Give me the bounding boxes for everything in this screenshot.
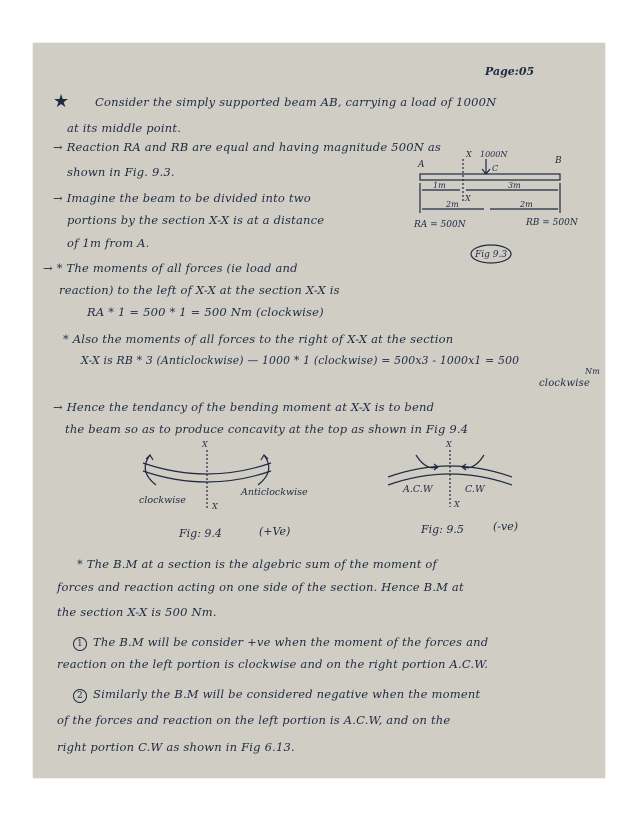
fig-9-4-caption: Fig: 9.4: [179, 527, 222, 540]
fig-9-4-x-top: X: [202, 440, 208, 449]
para-5a: * Also the moments of all forces to the right of X-X at the section: [63, 332, 454, 346]
para-4a: → * The moments of all forces (ie load and: [43, 261, 298, 275]
para-2b: shown in Fig. 9.3.: [67, 165, 175, 179]
bullet-1: 1: [73, 637, 87, 651]
dim-3m: 3m: [508, 181, 521, 190]
para-4b: reaction) to the left of X-X at the section X-X is: [59, 283, 340, 297]
beam-label-a: A: [418, 160, 425, 170]
para-9c: right portion C.W as shown in Fig 6.13.: [57, 740, 295, 754]
fig-9-5-x-bottom: X: [454, 500, 460, 509]
fig-9-4-clockwise-arrow: [145, 455, 156, 485]
load-label: 1000N: [480, 150, 508, 159]
beam-body: [420, 174, 560, 180]
beam-label-c: C: [492, 164, 499, 173]
section-x-mid: X: [465, 194, 471, 203]
fig-9-3-beam-diagram: [408, 145, 603, 270]
para-5d: clockwise: [539, 378, 591, 389]
para-6a: → Hence the tendancy of the bending moment at X-X is to bend: [53, 400, 435, 414]
fig-9-5-sign: (-ve): [493, 520, 519, 533]
dim-2m-left: 2m: [446, 200, 459, 209]
bullet-2: 2: [73, 689, 87, 703]
para-5c: Nm: [585, 367, 600, 376]
fig-9-4-beam-bottom: [143, 471, 271, 482]
para-9b: of the forces and reaction on the left portion is A.C.W, and on the: [57, 713, 451, 727]
para-9a-text: Similarly the B.M will be considered negative when the moment: [93, 687, 481, 701]
dim-1m: 1m: [433, 181, 446, 190]
section-x-top: X: [466, 150, 472, 159]
para-8b: reaction on the left portion is clockwise and on the right portion A.C.W.: [57, 657, 489, 671]
para-9a: [73, 687, 480, 703]
para-7c: the section X-X is 500 Nm.: [57, 605, 217, 619]
fig-9-4-beam-top: [143, 463, 271, 474]
fig-9-5-caption: Fig: 9.5: [421, 523, 464, 536]
fig-9-4-anticlockwise-arrow: [258, 455, 269, 485]
para-8a-text: The B.M will be consider +ve when the moment of the forces and: [93, 635, 489, 649]
reaction-b: RB = 500N: [526, 218, 578, 228]
para-3a: → Imagine the beam to be divided into two: [53, 191, 311, 205]
para-3b: portions by the section X-X is at a distance: [67, 213, 325, 227]
dim-2m-right: 2m: [520, 200, 533, 209]
para-7b: forces and reaction acting on one side of the section. Hence B.M at: [57, 580, 464, 594]
fig-9-4-x-bottom: X: [212, 502, 218, 511]
para-1b: at its middle point.: [67, 121, 182, 135]
para-7a: * The B.M at a section is the algebric sum of the moment of: [77, 557, 438, 571]
para-8a: [73, 635, 488, 651]
fig-9-5-x-top: X: [446, 440, 452, 449]
fig-9-4-sign: (+Ve): [259, 525, 291, 538]
fig-9-5-acw-arrow: [416, 455, 438, 468]
beam-label-b: B: [555, 156, 562, 166]
para-4c: RA * 1 = 500 * 1 = 500 Nm (clockwise): [87, 305, 324, 319]
fig-9-4-right-label: Anticlockwise: [241, 487, 308, 498]
notebook-page: [33, 43, 605, 778]
fig-9-5-right-label: C.W: [465, 484, 485, 495]
fig-9-3-caption: Fig 9.3: [475, 250, 508, 260]
para-3c: of 1m from A.: [67, 236, 150, 250]
para-6b: the beam so as to produce concavity at the top as shown in Fig 9.4: [65, 422, 469, 436]
para-5b: X-X is RB * 3 (Anticlockwise) — 1000 * 1 (clockwise) = 500x3 - 1000x1 = 500: [81, 354, 520, 367]
para-1a: Consider the simply supported beam AB, carrying a load of 1000N: [95, 95, 497, 109]
fig-9-5-left-label: A.C.W: [403, 484, 433, 495]
fig-9-4-left-label: clockwise: [139, 495, 186, 506]
fig-9-5-diagram: [378, 435, 558, 515]
page-number: Page:05: [485, 65, 535, 78]
fig-9-5-cw-arrow: [462, 455, 484, 468]
star-icon: ★: [53, 91, 70, 112]
para-2a: → Reaction RA and RB are equal and having magnitude 500N as: [53, 140, 442, 154]
reaction-a: RA = 500N: [414, 220, 466, 230]
